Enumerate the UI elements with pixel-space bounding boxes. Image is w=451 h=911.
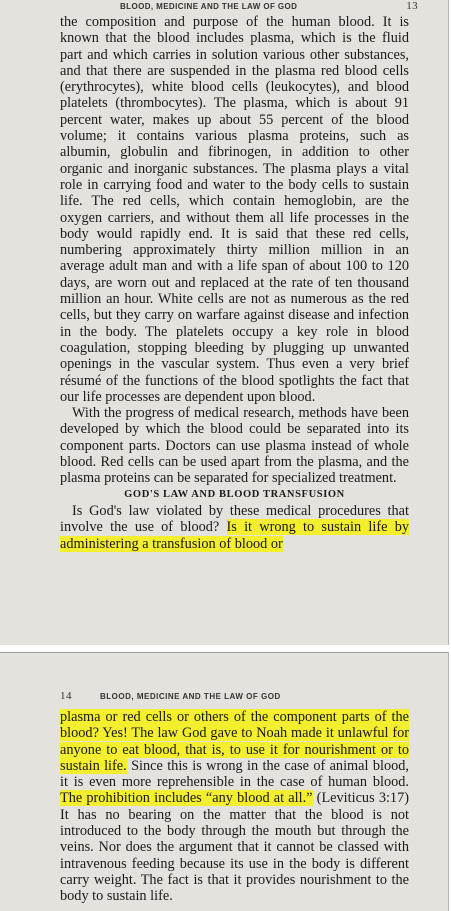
page-14: [0, 652, 449, 911]
running-head-title: BLOOD, MEDICINE AND THE LAW OF GOD: [120, 2, 298, 11]
paragraph-question: [60, 503, 409, 552]
running-head-title: BLOOD, MEDICINE AND THE LAW OF GOD: [100, 692, 281, 701]
question-text: Is God's law violated by these medical procedures that involve the use of blood?: [60, 502, 409, 536]
running-head: [60, 690, 409, 702]
page-13-body: [60, 14, 409, 552]
page-number: 14: [60, 690, 72, 702]
paragraph-answer: [60, 709, 409, 905]
highlighted-text: plasma or red cells or others of the component parts of the blood? Yes! The law God gave to Noah made it unlawful for anyone to eat blood, that is, to use it for nourishment or to sustain life.: [60, 709, 409, 774]
highlighted-text: The prohibition includes “any blood at all.”: [60, 790, 313, 807]
paragraph-medical-research: With the progress of medical research, methods have been developed by which the blood could be separated into its component parts. Doctors can use plasma instead of whole blood. Red cells can be used apart from the plasma, and the plasma proteins can be separated for specialized treatment.: [60, 405, 409, 487]
body-text: Since this is wrong in the case of animal blood, it is even more reprehensible in the case of human blood.: [60, 757, 410, 791]
highlighted-text: Is it wrong to sustain life by administering a transfusion of blood or: [60, 519, 409, 552]
page-14-body: [60, 709, 409, 905]
section-heading: GOD'S LAW AND BLOOD TRANSFUSION: [124, 488, 345, 500]
page-number: 13: [406, 0, 418, 12]
paragraph-blood-composition: the composition and purpose of the human blood. It is known that the blood includes plasma, which is the fluid part and which carries in solution various other substances, and that there are suspended in the plasma red blood cells (erythrocytes), white blood cells (leukocytes), and blood platelets (thrombocytes). The plasma, which is about 91 percent water, makes up about 55 percent of the blood volume; it contains various plasma proteins, such as albumin, globulin and fibrinogen, in addition to other organic and inorganic substances. The plasma plays a vital role in carrying food and water to the body cells to sustain life. The red cells, which contain hemoglobin, are the oxygen carriers, and without them all life processes in the body would rapidly end. It is said that these red cells, numbering approximately thirty million million in an average adult man and with a life span of about 100 to 120 days, are worn out and replaced at the rate of ten thousand million an hour. White cells are not as numerous as the red cells, but they carry on warfare against disease and infection in the body. The platelets occupy a key role in blood coagulation, stopping bleeding by plugging up unwanted openings in the vascular system. Thus even a very brief résumé of the functions of the blood spotlights the fact that our life processes are dependent upon blood.: [60, 14, 409, 405]
body-text: (Leviticus 3:17) It has no bearing on the matter that the blood is not introduced to the body through the mouth but through the veins. Nor does the argument that it cannot be classed with intravenous feeding because its use in the body is different carry weight. The fact is that it provides nourishment to the body to sustain life.: [60, 790, 409, 905]
